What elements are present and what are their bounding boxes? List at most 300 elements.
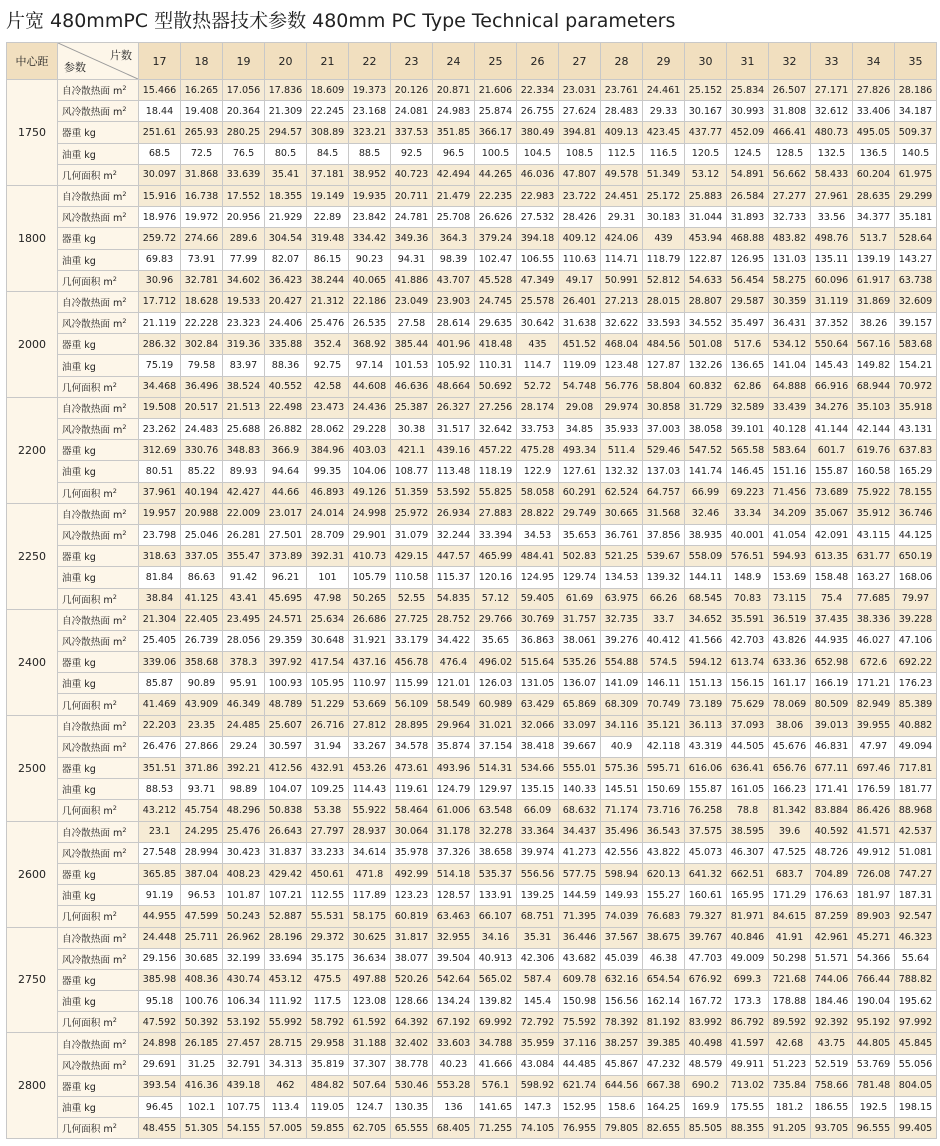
value-cell: 439.16 — [433, 440, 475, 461]
value-cell: 66.916 — [811, 376, 853, 397]
value-cell: 56.662 — [769, 164, 811, 185]
value-cell: 20.711 — [391, 185, 433, 206]
value-cell: 141.74 — [685, 461, 727, 482]
value-cell: 44.265 — [475, 164, 517, 185]
value-cell: 33.639 — [223, 164, 265, 185]
param-label-cell: 几何面积 $m^2$ — [58, 800, 139, 821]
value-cell: 153.69 — [769, 567, 811, 588]
value-cell: 23.722 — [559, 185, 601, 206]
table-row — [7, 800, 937, 821]
value-cell: 55.531 — [307, 906, 349, 927]
param-label-cell: 几何面积 $m^2$ — [58, 1012, 139, 1033]
value-cell: 42.556 — [601, 842, 643, 863]
param-label-cell: 器重 kg — [58, 546, 139, 567]
value-cell: 113.4 — [265, 1097, 307, 1118]
value-cell: 147.3 — [517, 1097, 559, 1118]
value-cell: 28.635 — [853, 185, 895, 206]
value-cell: 25.172 — [643, 185, 685, 206]
value-cell: 804.05 — [895, 1075, 937, 1096]
value-cell: 175.55 — [727, 1097, 769, 1118]
value-cell: 330.76 — [181, 440, 223, 461]
table-row — [7, 821, 937, 842]
value-cell: 24.081 — [391, 101, 433, 122]
value-cell: 20.364 — [223, 101, 265, 122]
value-cell: 32.244 — [433, 524, 475, 545]
value-cell: 514.31 — [475, 758, 517, 779]
value-cell: 33.439 — [769, 397, 811, 418]
value-cell: 134.24 — [433, 991, 475, 1012]
value-cell: 555.01 — [559, 758, 601, 779]
value-cell: 747.27 — [895, 863, 937, 884]
value-cell: 25.476 — [223, 821, 265, 842]
value-cell: 735.84 — [769, 1075, 811, 1096]
table-row — [7, 440, 937, 461]
value-cell: 35.41 — [265, 164, 307, 185]
value-cell: 439 — [643, 228, 685, 249]
value-cell: 37.575 — [685, 821, 727, 842]
value-cell: 27.883 — [475, 503, 517, 524]
value-cell: 19.149 — [307, 185, 349, 206]
value-cell: 24.295 — [181, 821, 223, 842]
value-cell: 22.235 — [475, 185, 517, 206]
value-cell: 34.437 — [559, 821, 601, 842]
value-cell: 35.496 — [601, 821, 643, 842]
value-cell: 195.62 — [895, 991, 937, 1012]
value-cell: 28.186 — [895, 80, 937, 101]
value-cell: 31.817 — [391, 927, 433, 948]
value-cell: 24.983 — [433, 101, 475, 122]
value-cell: 520.26 — [391, 969, 433, 990]
value-cell: 52.887 — [265, 906, 307, 927]
value-cell: 45.039 — [601, 948, 643, 969]
value-cell: 77.685 — [853, 588, 895, 609]
value-cell: 96.555 — [853, 1118, 895, 1139]
param-label-cell: 油重 kg — [58, 1097, 139, 1118]
value-cell: 644.56 — [601, 1075, 643, 1096]
value-cell: 351.51 — [139, 758, 181, 779]
value-cell: 61.006 — [433, 800, 475, 821]
value-cell: 105.79 — [349, 567, 391, 588]
value-cell: 164.25 — [643, 1097, 685, 1118]
value-cell: 64.888 — [769, 376, 811, 397]
value-cell: 34.422 — [433, 630, 475, 651]
value-cell: 37.181 — [307, 164, 349, 185]
value-cell: 110.58 — [391, 567, 433, 588]
value-cell: 40.23 — [433, 1054, 475, 1075]
value-cell: 384.96 — [307, 440, 349, 461]
value-cell: 31.25 — [181, 1054, 223, 1075]
value-cell: 781.48 — [853, 1075, 895, 1096]
value-cell: 128.66 — [391, 991, 433, 1012]
value-cell: 176.23 — [895, 673, 937, 694]
value-cell: 161.05 — [727, 779, 769, 800]
value-cell: 33.364 — [517, 821, 559, 842]
value-cell: 65.869 — [559, 694, 601, 715]
value-cell: 368.92 — [349, 334, 391, 355]
value-cell: 97.992 — [895, 1012, 937, 1033]
value-cell: 16.265 — [181, 80, 223, 101]
value-cell: 66.09 — [517, 800, 559, 821]
value-cell: 28.056 — [223, 630, 265, 651]
value-cell: 23.168 — [349, 101, 391, 122]
value-cell: 166.23 — [769, 779, 811, 800]
value-cell: 28.062 — [307, 419, 349, 440]
value-cell: 308.89 — [307, 122, 349, 143]
value-cell: 55.992 — [265, 1012, 307, 1033]
value-cell: 33.406 — [853, 101, 895, 122]
value-cell: 27.256 — [475, 397, 517, 418]
value-cell: 126.95 — [727, 249, 769, 270]
value-cell: 20.517 — [181, 397, 223, 418]
value-cell: 26.584 — [727, 185, 769, 206]
value-cell: 27.725 — [391, 609, 433, 630]
value-cell: 27.548 — [139, 842, 181, 863]
value-cell: 122.87 — [685, 249, 727, 270]
value-cell: 39.6 — [769, 821, 811, 842]
value-cell: 165.95 — [727, 885, 769, 906]
param-label-cell: 风冷散热面 $m^2$ — [58, 313, 139, 334]
value-cell: 24.571 — [265, 609, 307, 630]
value-cell: 27.501 — [265, 524, 307, 545]
table-row — [7, 524, 937, 545]
value-cell: 30.183 — [643, 207, 685, 228]
value-cell: 35.65 — [475, 630, 517, 651]
value-cell: 37.003 — [643, 419, 685, 440]
value-cell: 79.327 — [685, 906, 727, 927]
value-cell: 47.807 — [559, 164, 601, 185]
value-cell: 21.513 — [223, 397, 265, 418]
value-cell: 632.16 — [601, 969, 643, 990]
value-cell: 42.118 — [643, 736, 685, 757]
value-cell: 95.91 — [223, 673, 265, 694]
value-cell: 81.84 — [139, 567, 181, 588]
value-cell: 493.96 — [433, 758, 475, 779]
value-cell: 44.125 — [895, 524, 937, 545]
value-cell: 155.27 — [643, 885, 685, 906]
value-cell: 397.92 — [265, 652, 307, 673]
value-cell: 594.12 — [685, 652, 727, 673]
value-cell: 45.528 — [475, 270, 517, 291]
table-row — [7, 143, 937, 164]
value-cell: 26.401 — [559, 291, 601, 312]
value-cell: 144.59 — [559, 885, 601, 906]
value-cell: 18.628 — [181, 291, 223, 312]
column-header: 33 — [811, 43, 853, 80]
value-cell: 161.17 — [769, 673, 811, 694]
value-cell: 335.88 — [265, 334, 307, 355]
value-cell: 108.77 — [391, 461, 433, 482]
value-cell: 63.463 — [433, 906, 475, 927]
value-cell: 118.79 — [643, 249, 685, 270]
value-cell: 81.192 — [643, 1012, 685, 1033]
param-label-cell: 几何面积 $m^2$ — [58, 164, 139, 185]
value-cell: 43.084 — [517, 1054, 559, 1075]
value-cell: 50.392 — [181, 1012, 223, 1033]
value-cell: 385.44 — [391, 334, 433, 355]
value-cell: 19.533 — [223, 291, 265, 312]
value-cell: 259.72 — [139, 228, 181, 249]
value-cell: 22.245 — [307, 101, 349, 122]
value-cell: 160.58 — [853, 461, 895, 482]
value-cell: 106.34 — [223, 991, 265, 1012]
value-cell: 85.22 — [181, 461, 223, 482]
param-label-cell: 器重 kg — [58, 1075, 139, 1096]
value-cell: 19.972 — [181, 207, 223, 228]
value-cell: 129.74 — [559, 567, 601, 588]
value-cell: 33.34 — [727, 503, 769, 524]
value-cell: 652.98 — [811, 652, 853, 673]
value-cell: 24.485 — [223, 715, 265, 736]
value-cell: 73.716 — [643, 800, 685, 821]
value-cell: 32.199 — [223, 948, 265, 969]
technical-parameters-table — [6, 42, 937, 1139]
value-cell: 31.921 — [349, 630, 391, 651]
value-cell: 141.04 — [769, 355, 811, 376]
value-cell: 27.532 — [517, 207, 559, 228]
value-cell: 24.451 — [601, 185, 643, 206]
param-label-cell: 几何面积 $m^2$ — [58, 376, 139, 397]
value-cell: 26.739 — [181, 630, 223, 651]
value-cell: 120.16 — [475, 567, 517, 588]
value-cell: 46.349 — [223, 694, 265, 715]
value-cell: 123.08 — [349, 991, 391, 1012]
value-cell: 45.695 — [265, 588, 307, 609]
value-cell: 26.476 — [139, 736, 181, 757]
value-cell: 114.43 — [349, 779, 391, 800]
value-cell: 34.85 — [559, 419, 601, 440]
value-cell: 31.079 — [391, 524, 433, 545]
value-cell: 85.505 — [685, 1118, 727, 1139]
value-cell: 28.614 — [433, 313, 475, 334]
value-cell: 38.336 — [853, 609, 895, 630]
value-cell: 45.845 — [895, 1033, 937, 1054]
value-cell: 61.69 — [559, 588, 601, 609]
value-cell: 40.412 — [643, 630, 685, 651]
table-row — [7, 1033, 937, 1054]
value-cell: 511.4 — [601, 440, 643, 461]
value-cell: 48.579 — [685, 1054, 727, 1075]
value-cell: 30.96 — [139, 270, 181, 291]
value-cell: 136.07 — [559, 673, 601, 694]
value-cell: 447.57 — [433, 546, 475, 567]
column-header: 23 — [391, 43, 433, 80]
value-cell: 53.192 — [223, 1012, 265, 1033]
value-cell: 47.599 — [181, 906, 223, 927]
value-cell: 28.196 — [265, 927, 307, 948]
value-cell: 78.392 — [601, 1012, 643, 1033]
table-row — [7, 1012, 937, 1033]
value-cell: 24.436 — [349, 397, 391, 418]
value-cell: 85.389 — [895, 694, 937, 715]
value-cell: 143.27 — [895, 249, 937, 270]
value-cell: 33.56 — [811, 207, 853, 228]
value-cell: 47.232 — [643, 1054, 685, 1075]
value-cell: 39.101 — [727, 419, 769, 440]
value-cell: 59.405 — [517, 588, 559, 609]
value-cell: 35.978 — [391, 842, 433, 863]
value-cell: 30.665 — [601, 503, 643, 524]
value-cell: 75.922 — [853, 482, 895, 503]
param-label-cell: 自冷散热面 $m^2$ — [58, 821, 139, 842]
value-cell: 40.128 — [769, 419, 811, 440]
value-cell: 60.989 — [475, 694, 517, 715]
value-cell: 613.35 — [811, 546, 853, 567]
value-cell: 60.291 — [559, 482, 601, 503]
value-cell: 71.174 — [601, 800, 643, 821]
param-label-cell: 器重 kg — [58, 863, 139, 884]
value-cell: 26.882 — [265, 419, 307, 440]
value-cell: 514.18 — [433, 863, 475, 884]
value-cell: 31.568 — [643, 503, 685, 524]
value-cell: 337.53 — [391, 122, 433, 143]
value-cell: 45.867 — [601, 1054, 643, 1075]
value-cell: 42.68 — [769, 1033, 811, 1054]
value-cell: 501.08 — [685, 334, 727, 355]
value-cell: 379.24 — [475, 228, 517, 249]
value-cell: 171.21 — [853, 673, 895, 694]
value-cell: 27.961 — [811, 185, 853, 206]
value-cell: 38.061 — [559, 630, 601, 651]
value-cell: 34.377 — [853, 207, 895, 228]
value-cell: 25.688 — [223, 419, 265, 440]
value-cell: 41.566 — [685, 630, 727, 651]
value-cell: 539.67 — [643, 546, 685, 567]
value-cell: 156.56 — [601, 991, 643, 1012]
param-label-cell: 油重 kg — [58, 673, 139, 694]
value-cell: 47.106 — [895, 630, 937, 651]
param-label-cell: 油重 kg — [58, 991, 139, 1012]
value-cell: 672.6 — [853, 652, 895, 673]
value-cell: 38.595 — [727, 821, 769, 842]
center-distance-cell: 2600 — [7, 821, 58, 927]
value-cell: 530.46 — [391, 1075, 433, 1096]
value-cell: 118.19 — [475, 461, 517, 482]
value-cell: 187.31 — [895, 885, 937, 906]
value-cell: 492.99 — [391, 863, 433, 884]
value-cell: 25.046 — [181, 524, 223, 545]
value-cell: 24.483 — [181, 419, 223, 440]
value-cell: 535.37 — [475, 863, 517, 884]
value-cell: 100.76 — [181, 991, 223, 1012]
table-row — [7, 101, 937, 122]
value-cell: 704.89 — [811, 863, 853, 884]
value-cell: 34.209 — [769, 503, 811, 524]
value-cell: 68.632 — [559, 800, 601, 821]
value-cell: 631.77 — [853, 546, 895, 567]
value-cell: 23.495 — [223, 609, 265, 630]
value-cell: 366.9 — [265, 440, 307, 461]
value-cell: 32.642 — [475, 419, 517, 440]
value-cell: 37.154 — [475, 736, 517, 757]
value-cell: 598.92 — [517, 1075, 559, 1096]
value-cell: 450.61 — [307, 863, 349, 884]
value-cell: 53.669 — [349, 694, 391, 715]
value-cell: 15.466 — [139, 80, 181, 101]
value-cell: 43.707 — [433, 270, 475, 291]
value-cell: 82.07 — [265, 249, 307, 270]
param-label-cell: 风冷散热面 $m^2$ — [58, 524, 139, 545]
value-cell: 19.508 — [139, 397, 181, 418]
table-row — [7, 270, 937, 291]
value-cell: 30.648 — [307, 630, 349, 651]
value-cell: 521.25 — [601, 546, 643, 567]
value-cell: 90.89 — [181, 673, 223, 694]
value-cell: 49.578 — [601, 164, 643, 185]
value-cell: 26.962 — [223, 927, 265, 948]
value-cell: 493.34 — [559, 440, 601, 461]
value-cell: 54.633 — [685, 270, 727, 291]
value-cell: 37.352 — [811, 313, 853, 334]
value-cell: 51.359 — [391, 482, 433, 503]
param-label-cell: 油重 kg — [58, 461, 139, 482]
header-row — [7, 43, 937, 80]
value-cell: 33.7 — [643, 609, 685, 630]
value-cell: 145.43 — [811, 355, 853, 376]
value-cell: 32.278 — [475, 821, 517, 842]
value-cell: 42.537 — [895, 821, 937, 842]
value-cell: 40.846 — [727, 927, 769, 948]
value-cell: 48.296 — [223, 800, 265, 821]
value-cell: 33.694 — [265, 948, 307, 969]
value-cell: 95.18 — [139, 991, 181, 1012]
value-cell: 31.868 — [181, 164, 223, 185]
value-cell: 34.116 — [601, 715, 643, 736]
value-cell: 439.18 — [223, 1075, 265, 1096]
value-cell: 95.192 — [853, 1012, 895, 1033]
value-cell: 40.552 — [265, 376, 307, 397]
value-cell: 54.155 — [223, 1118, 265, 1139]
value-cell: 430.74 — [223, 969, 265, 990]
value-cell: 28.994 — [181, 842, 223, 863]
value-cell: 85.87 — [139, 673, 181, 694]
table-row — [7, 1118, 937, 1139]
value-cell: 25.634 — [307, 609, 349, 630]
value-cell: 355.47 — [223, 546, 265, 567]
value-cell: 32.612 — [811, 101, 853, 122]
value-cell: 26.716 — [307, 715, 349, 736]
value-cell: 409.13 — [601, 122, 643, 143]
value-cell: 91.205 — [769, 1118, 811, 1139]
value-cell: 35.181 — [895, 207, 937, 228]
value-cell: 550.64 — [811, 334, 853, 355]
value-cell: 150.69 — [643, 779, 685, 800]
value-cell: 620.13 — [643, 863, 685, 884]
value-cell: 31.517 — [433, 419, 475, 440]
table-row — [7, 609, 937, 630]
value-cell: 24.014 — [307, 503, 349, 524]
value-cell: 61.917 — [853, 270, 895, 291]
value-cell: 393.54 — [139, 1075, 181, 1096]
value-cell: 40.194 — [181, 482, 223, 503]
value-cell: 41.597 — [727, 1033, 769, 1054]
value-cell: 72.792 — [517, 1012, 559, 1033]
value-cell: 56.109 — [391, 694, 433, 715]
value-cell: 81.971 — [727, 906, 769, 927]
value-cell: 105.95 — [307, 673, 349, 694]
value-cell: 47.97 — [853, 736, 895, 757]
value-cell: 39.767 — [685, 927, 727, 948]
value-cell: 358.68 — [181, 652, 223, 673]
value-cell: 73.91 — [181, 249, 223, 270]
value-cell: 31.94 — [307, 736, 349, 757]
value-cell: 23.049 — [391, 291, 433, 312]
value-cell: 54.891 — [727, 164, 769, 185]
value-cell: 286.32 — [139, 334, 181, 355]
value-cell: 66.26 — [643, 588, 685, 609]
value-cell: 78.155 — [895, 482, 937, 503]
value-cell: 176.63 — [811, 885, 853, 906]
value-cell: 662.51 — [727, 863, 769, 884]
